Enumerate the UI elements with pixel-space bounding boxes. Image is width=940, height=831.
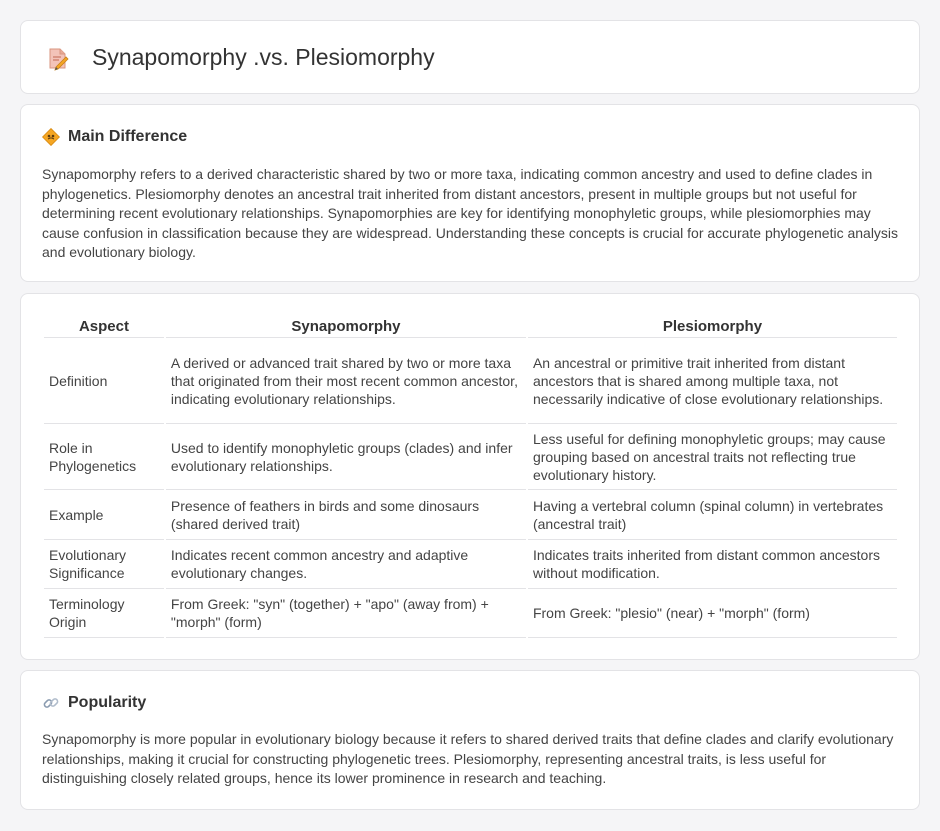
comparison-section: [20, 293, 920, 660]
header-aspect: Aspect: [44, 316, 164, 338]
cell-plesiomorphy: Less useful for defining monophyletic groups; may cause grouping based on ancestral traits not reflecting true evolutionary history.: [528, 424, 897, 490]
table-row: [44, 540, 897, 589]
cell-synapomorphy: A derived or advanced trait shared by two or more taxa that originated from their most recent common ancestor, indicating evolutionary relationships.: [166, 338, 526, 424]
popularity-heading: Popularity: [68, 694, 147, 711]
page-title: Synapomorphy .vs. Plesiomorphy: [92, 44, 435, 70]
document-pencil-icon: [47, 47, 69, 71]
cell-plesiomorphy: Indicates traits inherited from distant common ancestors without modification.: [528, 540, 897, 589]
cell-aspect: Definition: [44, 338, 164, 424]
cell-aspect: Terminology Origin: [44, 589, 164, 638]
table-row: [44, 338, 897, 424]
cell-plesiomorphy: Having a vertebral column (spinal column) in vertebrates (ancestral trait): [528, 490, 897, 540]
main-difference-header: [42, 128, 187, 146]
table-row: [44, 490, 897, 540]
popularity-text: Synapomorphy is more popular in evolutionary biology because it refers to shared derived traits that define clades and clarify evolutionary relationships, making it crucial for constructing phylogenetic trees. Plesiomorphy, representing ancestral traits, is less useful for distinguishing closely related groups, hence its lower prominence in research and teaching.: [42, 731, 894, 786]
popularity-section: [20, 670, 920, 810]
title-card: [20, 20, 920, 94]
cell-aspect: Role in Phylogenetics: [44, 424, 164, 490]
cell-plesiomorphy: From Greek: "plesio" (near) + "morph" (form): [528, 589, 897, 638]
header-plesiomorphy: Plesiomorphy: [528, 316, 897, 338]
popularity-header: [42, 694, 146, 712]
table-row: [44, 424, 897, 490]
link-icon: [42, 694, 60, 712]
header-synapomorphy: Synapomorphy: [166, 316, 526, 338]
table-header-row: [44, 316, 897, 338]
cell-aspect: Evolutionary Significance: [44, 540, 164, 589]
cell-synapomorphy: Presence of feathers in birds and some dinosaurs (shared derived trait): [166, 490, 526, 540]
main-difference-section: [20, 104, 920, 282]
table-row: [44, 589, 897, 638]
cell-synapomorphy: Indicates recent common ancestry and adaptive evolutionary changes.: [166, 540, 526, 589]
cell-aspect: Example: [44, 490, 164, 540]
cell-synapomorphy: From Greek: "syn" (together) + "apo" (away from) + "morph" (form): [166, 589, 526, 638]
comparison-table: [42, 316, 899, 638]
cell-plesiomorphy: An ancestral or primitive trait inherited from distant ancestors that is shared among multiple taxa, not necessarily indicative of close evolutionary relationships.: [528, 338, 897, 424]
main-difference-heading: Main Difference: [68, 128, 188, 145]
main-difference-text: Synapomorphy refers to a derived characteristic shared by two or more taxa, indicating common ancestry and used to define clades in phylogenetics. Plesiomorphy denotes an ancestral trait inherited from distant ancestors, present in multiple groups but not useful for determining recent evolutionary relationships. Synapomorphies are key for identifying monophyletic groups, while plesiomorphies may cause confusion in classification because they are widespread. Understanding these concepts is crucial for accurate phylogenetic analysis and evolutionary biology.: [42, 166, 899, 260]
diamond-sign-icon: [42, 128, 60, 146]
cell-synapomorphy: Used to identify monophyletic groups (clades) and infer evolutionary relationships.: [166, 424, 526, 490]
